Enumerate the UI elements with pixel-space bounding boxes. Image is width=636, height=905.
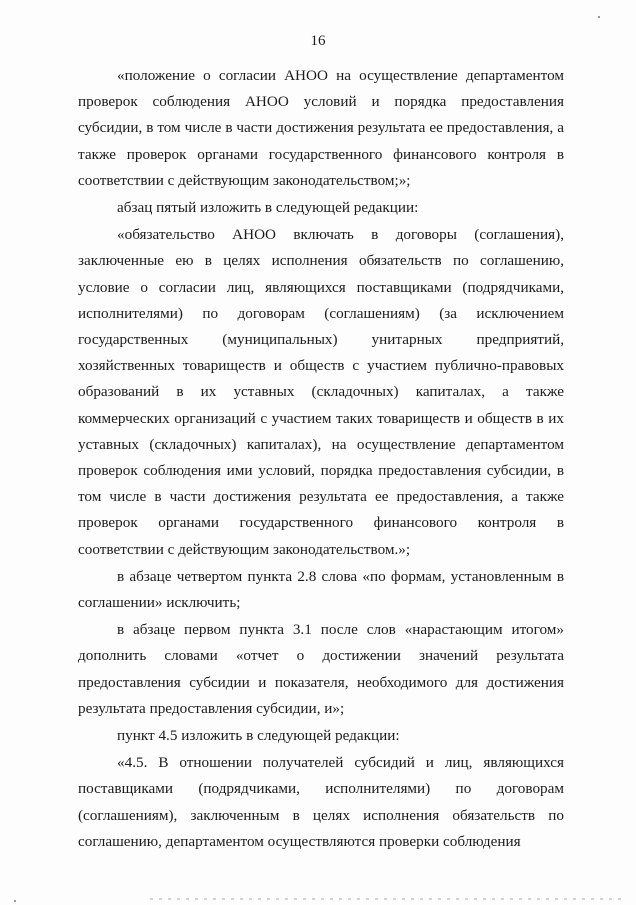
paragraph-fifth-clause-intro: абзац пятый изложить в следующей редакции: xyxy=(117,199,419,217)
document-body xyxy=(78,63,564,855)
scan-edge-artifact xyxy=(150,898,626,900)
paragraph-item-4-5-intro: пункт 4.5 изложить в следующей редакции: xyxy=(117,727,400,745)
scan-speck xyxy=(598,16,600,18)
scan-speck xyxy=(14,900,16,902)
paragraph-item-2-8: в абзаце четвертом пункта 2.8 слова «по формам, установленным в соглашении» исключить; xyxy=(78,567,564,612)
paragraph-item-4-5-text: «4.5. В отношении получателей субсидий и лиц, являющихся поставщиками (подрядчиками, исполнителями) по договорам (соглашениям), заключенным в целях исполнения обязательств по соглашению, департаментом осуществляются проверки соблюдения xyxy=(78,754,564,850)
paragraph-item-3-1: в абзаце первом пункта 3.1 после слов «нарастающим итогом» дополнить словами «отчет о достижении значений результата предоставления субсидии и показателя, необходимого для достижения результата предоставления субсидии, и»; xyxy=(78,621,564,717)
paragraph-consent-provision: «положение о согласии АНОО на осуществление департаментом проверок соблюдения АНОО условий и порядка предоставления субсидии, в том числе в части достижения результата ее предоставления, а также проверок органами государственного финансового контроля в соответствии с действующим законодательством;»; xyxy=(78,67,564,189)
paragraph-obligation-clause: «обязательство АНОО включать в договоры (соглашения), заключенные ею в целях исполнения обязательств по соглашению, условие о согласии лиц, являющихся поставщиками (подрядчиками, исполнителями) по договорам (соглашениям) (за исключением государственных (муниципальных) унитарных предприятий, хозяйственных товариществ и обществ с участием публично-правовых образований в их уставных (складочных) капиталах, а также коммерческих организаций с участием таких товариществ и обществ в их уставных (складочных) капиталах), на осуществление департаментом проверок соблюдения ими условий, порядка предоставления субсидии, в том числе в части достижения результата ее предоставления, а также проверок органами государственного финансового контроля в соответствии с действующим законодательством.»; xyxy=(78,226,564,558)
page-number: 16 xyxy=(310,33,326,49)
